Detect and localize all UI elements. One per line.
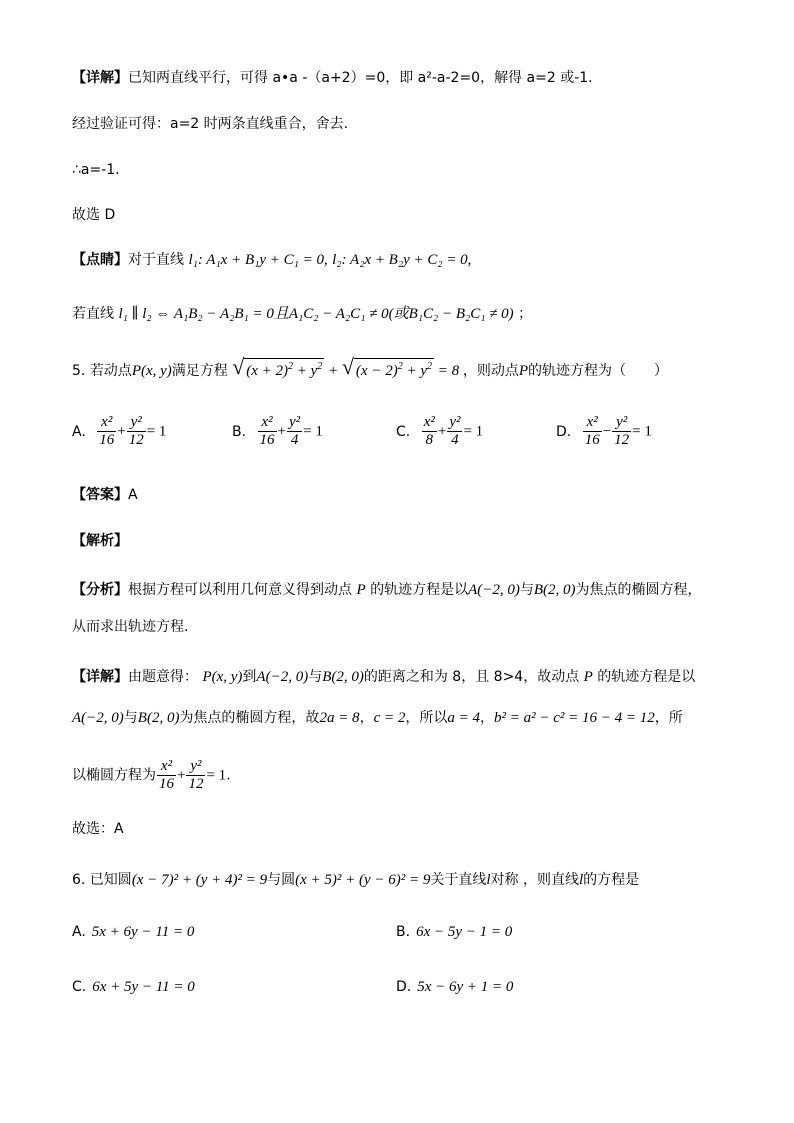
line-l: l bbox=[579, 872, 584, 888]
q5-stem bbox=[72, 354, 669, 381]
detail-tag: 【详解】 bbox=[72, 669, 128, 685]
option-label: A. bbox=[72, 924, 86, 940]
option-eq: 6x − 5y − 1 = 0 bbox=[416, 924, 513, 940]
tip-l1: l₁: A₁x + B₁y + C₁ = 0, bbox=[188, 252, 328, 268]
q5-option-b[interactable] bbox=[232, 414, 323, 449]
q4-rule-line bbox=[72, 304, 532, 324]
frac-num: x² bbox=[583, 414, 602, 432]
rule-body: l₁ ∥ l₂ ⇔ A₁B₂ − A₂B₁ = 0且A₁C₂ − A₂C₁ ≠ 0(或B₁C₂ − B₂C₁ ≠ 0) bbox=[118, 306, 514, 322]
rhs: = 1 bbox=[303, 423, 323, 440]
fenxi-tag: 【分析】 bbox=[72, 582, 128, 598]
q6-stem-c: 关于直线 bbox=[430, 872, 487, 888]
p: P bbox=[583, 669, 593, 685]
frac-den: 16 bbox=[259, 432, 275, 448]
frac-num: x² bbox=[423, 414, 435, 430]
q5-fenxi-line bbox=[72, 580, 702, 600]
q5-answer-line bbox=[72, 485, 138, 505]
option-eq: 6x + 5y − 11 = 0 bbox=[92, 979, 195, 995]
detail-d: 的轨迹方程是以 bbox=[597, 669, 696, 685]
q5-option-c[interactable] bbox=[396, 414, 483, 449]
q5-stem-d: 的轨迹方程为（ ） bbox=[528, 363, 669, 379]
q6-option-a[interactable] bbox=[72, 924, 194, 941]
rhs: = 1 bbox=[632, 423, 652, 440]
q4-detail-line bbox=[72, 68, 593, 88]
q5-option-d[interactable] bbox=[556, 414, 652, 449]
frac-num: y² bbox=[186, 758, 205, 776]
period: . bbox=[226, 767, 231, 784]
frac-den: 12 bbox=[128, 432, 144, 448]
q4-verify: 经过验证可得：a=2 时两条直线重合，舍去. bbox=[72, 116, 349, 132]
rhs: = 1 bbox=[463, 423, 484, 440]
point-b: B(2, 0) bbox=[322, 669, 364, 685]
option-label: C. bbox=[72, 979, 87, 995]
q5-p: P bbox=[518, 363, 529, 379]
q6-option-b[interactable] bbox=[396, 924, 512, 941]
frac-den: 16 bbox=[159, 776, 174, 792]
rhs: = 1 bbox=[146, 423, 167, 440]
detail-e: 为焦点的椭圆方程，故 bbox=[179, 710, 320, 726]
operator: − bbox=[602, 423, 612, 440]
frac-den: 4 bbox=[290, 432, 299, 448]
frac-den: 12 bbox=[188, 776, 204, 792]
option-label: D. bbox=[556, 423, 572, 440]
point-a: A(−2, 0) bbox=[256, 669, 309, 685]
point-b: B(2, 0) bbox=[533, 582, 576, 598]
q5-equation: √ $(x + 2)^2 + y^2$ + √ $(x - 2)^2 + y^2 = 8$ bbox=[232, 354, 463, 379]
point-a: A(−2, 0) bbox=[468, 582, 520, 598]
rule-prefix: 若直线 bbox=[72, 306, 114, 322]
frac-num: x² bbox=[97, 414, 116, 432]
yu: 与 bbox=[308, 669, 323, 685]
tip-tag: 【点睛】 bbox=[72, 252, 128, 268]
q6-option-d[interactable] bbox=[396, 979, 513, 996]
comma: ， bbox=[359, 710, 374, 726]
operator: + bbox=[277, 423, 286, 440]
option-label: D. bbox=[396, 979, 412, 995]
option-label: C. bbox=[396, 423, 411, 440]
rhs: = 1 bbox=[206, 767, 227, 784]
q5-point: P(x, y) bbox=[131, 363, 172, 379]
frac-num: y² bbox=[449, 414, 461, 430]
frac-den: 12 bbox=[614, 432, 630, 448]
frac-num: x² bbox=[157, 758, 176, 776]
fenxi-c: 为焦点的椭圆方程， bbox=[575, 582, 702, 598]
option-label: B. bbox=[396, 924, 411, 940]
tip-text: 对于直线 bbox=[128, 252, 184, 268]
detail-c: 的距离之和为 8，且 8>4，故动点 bbox=[363, 669, 580, 685]
p: P bbox=[356, 582, 366, 598]
eq-2a: 2a = 8 bbox=[319, 710, 360, 726]
q6-option-c[interactable] bbox=[72, 979, 195, 996]
q5-number: 5. bbox=[72, 363, 86, 379]
q6-stem-a: 已知圆 bbox=[89, 872, 132, 888]
q5-choice: 故选：A bbox=[72, 821, 124, 837]
frac-den: 16 bbox=[99, 432, 115, 448]
answer-tag: 【答案】 bbox=[72, 487, 128, 503]
circle-1: (x − 7)² + (y + 4)² = 9 bbox=[131, 872, 268, 888]
q4-choice: 故选 D bbox=[72, 207, 116, 223]
frac-den: 16 bbox=[584, 432, 600, 448]
eq-a: a = 4 bbox=[447, 710, 480, 726]
q5-option-a[interactable] bbox=[72, 414, 166, 449]
comma: ， bbox=[479, 710, 494, 726]
operator: + bbox=[117, 423, 126, 440]
circle-2: (x + 5)² + (y − 6)² = 9 bbox=[295, 872, 431, 888]
q6-stem-b: 与圆 bbox=[267, 872, 296, 888]
tip-l2: l₂: A₂x + B₂y + C₂ = 0, bbox=[332, 252, 472, 268]
eq-b: b² = a² − c² = 16 − 4 = 12 bbox=[493, 710, 655, 726]
suo: ，所 bbox=[654, 710, 683, 726]
frac-num: y² bbox=[127, 414, 146, 432]
answer: A bbox=[128, 487, 138, 503]
q5-detail-line-2 bbox=[72, 708, 683, 728]
q6-number: 6. bbox=[72, 872, 86, 888]
q5-stem-a: 若动点 bbox=[89, 363, 132, 379]
fenxi-b: 的轨迹方程是以 bbox=[370, 582, 469, 598]
frac-den: 4 bbox=[451, 432, 459, 448]
fenxi-d: 从而求出轨迹方程. bbox=[72, 619, 189, 635]
option-eq: 5x − 6y + 1 = 0 bbox=[417, 979, 514, 995]
detail-tag: 【详解】 bbox=[72, 70, 128, 86]
yu: 与 bbox=[519, 582, 534, 598]
point: P(x, y) bbox=[202, 669, 243, 685]
frac-den: 8 bbox=[425, 432, 434, 448]
yi: 以椭圆方程为 bbox=[72, 767, 156, 784]
q4-conclusion: ∴a=-1. bbox=[72, 162, 120, 178]
suoyi: ，所以 bbox=[405, 710, 448, 726]
q6-stem-d: 对称 ，则直线 bbox=[490, 872, 579, 888]
option-eq: 5x + 6y − 11 = 0 bbox=[91, 924, 195, 940]
detail-text: 已知两直线平行，可得 a•a -（a+2）=0，即 a²-a-2=0，解得 a=2 或-1. bbox=[128, 70, 593, 86]
detail-b: 到 bbox=[242, 669, 257, 685]
operator: + bbox=[177, 767, 186, 784]
point-a: A(−2, 0) bbox=[72, 710, 124, 726]
point-b: B(2, 0) bbox=[137, 710, 180, 726]
operator: + bbox=[437, 423, 447, 440]
radical-icon: √ bbox=[341, 354, 354, 379]
option-label: B. bbox=[232, 423, 247, 440]
yu: 与 bbox=[123, 710, 138, 726]
frac-num: x² bbox=[258, 414, 277, 432]
q4-tip-line bbox=[72, 250, 471, 270]
q5-detail-line-1 bbox=[72, 667, 695, 687]
frac-num: y² bbox=[612, 414, 631, 432]
radical-icon: √ bbox=[232, 354, 245, 379]
q6-stem-e: 的方程是 bbox=[583, 872, 640, 888]
fenxi-a: 根据方程可以利用几何意义得到动点 bbox=[128, 582, 352, 598]
q6-stem bbox=[72, 870, 639, 890]
eq-c: c = 2 bbox=[373, 710, 406, 726]
analysis-tag: 【解析】 bbox=[72, 533, 128, 549]
sqrt-2: √ $(x - 2)^2 + y^2$ bbox=[341, 354, 432, 379]
option-label: A. bbox=[72, 423, 86, 440]
line-l: l bbox=[486, 872, 491, 888]
q5-stem-c: ，则动点 bbox=[462, 363, 519, 379]
detail-a: 由题意得： bbox=[128, 669, 198, 685]
rule-end: ； bbox=[518, 306, 533, 322]
frac-num: y² bbox=[288, 414, 301, 430]
q5-stem-b: 满足方程 bbox=[171, 363, 228, 379]
sqrt-1: √ $(x + 2)^2 + y^2$ bbox=[232, 354, 323, 379]
q5-detail-line-3 bbox=[72, 758, 231, 793]
